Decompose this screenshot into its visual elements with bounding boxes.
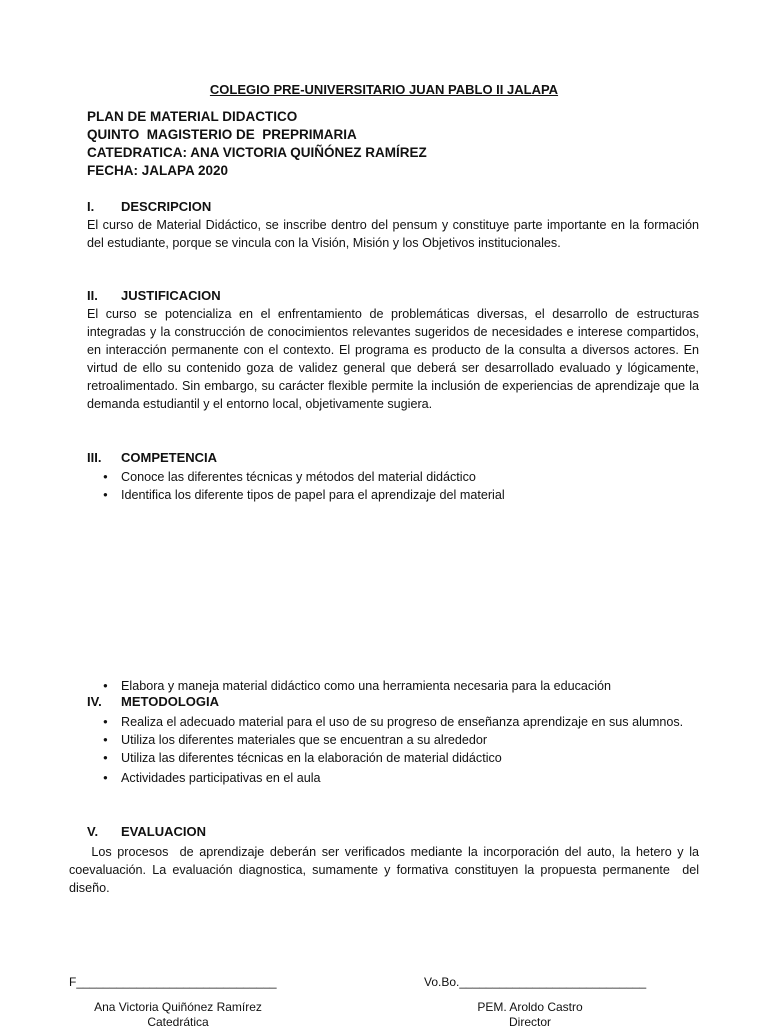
teacher-line: CATEDRATICA: ANA VICTORIA QUIÑÓNEZ RAMÍREZ bbox=[87, 145, 427, 160]
section-heading-evaluacion bbox=[87, 823, 206, 841]
section-title: EVALUACION bbox=[121, 824, 206, 839]
list-item: ● Utiliza las diferentes técnicas en la elaboración de material didáctico bbox=[103, 749, 699, 767]
evaluacion-text: Los procesos de aprendizaje deberán ser verificados mediante la incorporación del auto, la hetero y la coevaluación. La evaluación diagnostica, sumamente y formativa constituyen la propuesta permanente del diseño. bbox=[69, 845, 703, 895]
plan-title: PLAN DE MATERIAL DIDACTICO bbox=[87, 109, 298, 124]
section-heading-competencia bbox=[87, 449, 217, 467]
director-signature-block bbox=[440, 1000, 620, 1030]
school-title: COLEGIO PRE-UNIVERSITARIO JUAN PABLO II JALAPA bbox=[209, 82, 559, 97]
plan-header bbox=[87, 108, 427, 180]
section-title: DESCRIPCION bbox=[121, 199, 212, 214]
section-number: II. bbox=[87, 288, 98, 303]
section-title: JUSTIFICACION bbox=[121, 288, 221, 303]
teacher-name: Ana Victoria Quiñónez Ramírez bbox=[94, 1000, 262, 1014]
signature-line-director: Vo.Bo.____________________________ bbox=[424, 975, 647, 989]
metodologia-list bbox=[103, 713, 699, 787]
section-heading-metodologia bbox=[87, 693, 219, 711]
justificacion-text: El curso se potencializa en el enfrentamiento de problemáticas diversas, el desarrollo de estructuras integradas y la construcción de conocimientos relevantes sugeridos de necesidades e interese compartidos, en interacción permanente con el contexto. El programa es producto de la consulta a diversos actores. En virtud de ello su contenido goza de validez general que deberá ser desarrollado evaluado y lógicamente, retroalimentado. Sin embargo, su carácter flexible permite la inclusión de experiencias de aprendizaje que la demanda estudiantil y el entorno local, objetivamente sugiera. bbox=[87, 307, 699, 411]
signature-line-teacher: F______________________________ bbox=[69, 975, 277, 989]
section-heading-descripcion bbox=[87, 198, 211, 216]
descripcion-text: El curso de Material Didáctico, se inscribe dentro del pensum y constituye parte importante en la formación del estudiante, porque se vincula con la Visión, Misión y los Objetivos institucionales. bbox=[87, 218, 699, 250]
director-name: PEM. Aroldo Castro bbox=[477, 1000, 583, 1014]
list-item: ● Utiliza los diferentes materiales que se encuentran a su alrededor bbox=[103, 731, 699, 749]
list-item: ● Elabora y maneja material didáctico como una herramienta necesaria para la educación bbox=[103, 677, 699, 695]
teacher-signature-block bbox=[78, 1000, 278, 1030]
section-number: IV. bbox=[87, 694, 102, 709]
date-line: FECHA: JALAPA 2020 bbox=[87, 163, 229, 178]
section-number: III. bbox=[87, 450, 102, 465]
section-heading-justificacion bbox=[87, 287, 221, 305]
teacher-role: Catedrática bbox=[147, 1015, 209, 1029]
section-number: V. bbox=[87, 824, 99, 839]
section-title: COMPETENCIA bbox=[121, 450, 218, 465]
competencia-list bbox=[103, 468, 699, 504]
grade-line: QUINTO MAGISTERIO DE PREPRIMARIA bbox=[87, 127, 357, 142]
section-title: METODOLOGIA bbox=[121, 694, 219, 709]
director-role: Director bbox=[508, 1015, 551, 1029]
list-item: ● Realiza el adecuado material para el uso de su progreso de enseñanza aprendizaje en sus alumnos. bbox=[103, 713, 699, 731]
list-item: ● Actividades participativas en el aula bbox=[103, 769, 699, 787]
list-item: ● Conoce las diferentes técnicas y métodos del material didáctico bbox=[103, 468, 699, 486]
section-number: I. bbox=[87, 199, 95, 214]
list-item: ● Identifica los diferente tipos de papel para el aprendizaje del material bbox=[103, 486, 699, 504]
